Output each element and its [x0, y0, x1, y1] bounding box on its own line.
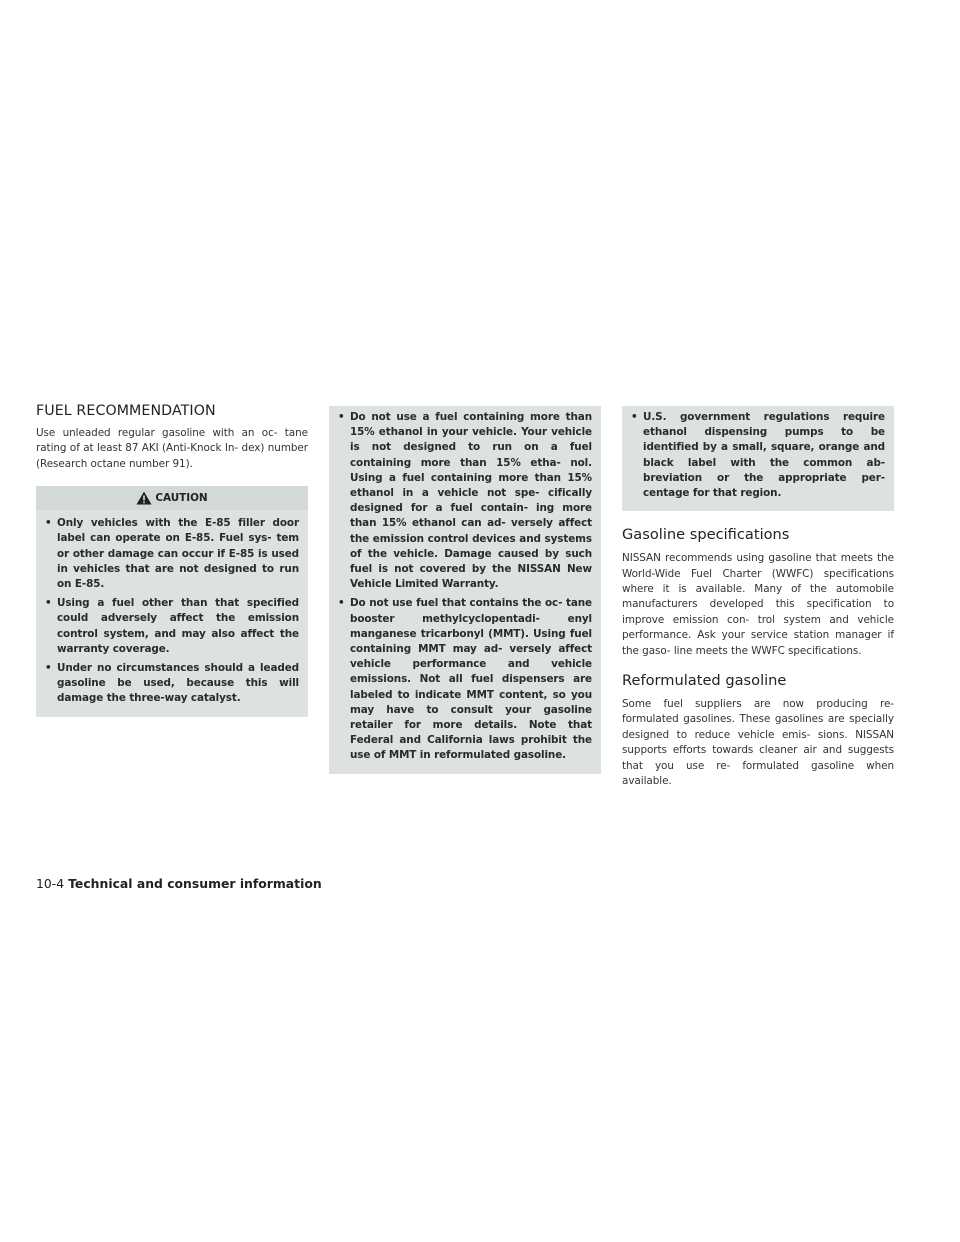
caution-box — [36, 486, 308, 716]
bullet: • — [631, 411, 638, 423]
caution-list — [631, 410, 885, 501]
chapter-title: Technical and consumer information — [68, 876, 322, 891]
bullet: • — [338, 411, 345, 423]
reformulated-gasoline-title: Reformulated gasoline — [622, 672, 787, 690]
gasoline-specifications-text: NISSAN recommends using gasoline that meets the World-Wide Fuel Charter (WWFC) specifications where it is available. Many of the automobile manufacturers developed this specification to improve emission con- trol system and vehicle performance. Ask your service station manager if the gaso- line meets the WWFC specifications. — [622, 552, 894, 657]
caution-header — [36, 486, 308, 510]
intro-text: Use unleaded regular gasoline with an oc- tane rating of at least 87 AKI (Anti-Knock In- dex) number (Research octane number 91). — [36, 427, 308, 470]
bullet: • — [45, 662, 52, 675]
list-item: • Do not use a fuel containing more than 15% ethanol in your vehicle. Your vehicle is not designed to run on a fuel containing more than 15% etha- nol. Using a fuel containing more than 15% ethanol in a vehicle not spe- cifically designed for a fuel contain- ing more than 15% ethanol can ad- versely affect the emission control devices and systems of the vehicle. Damage caused by such fuel is not covered by the NISSAN New Vehicle Limited Warranty. — [338, 411, 592, 591]
page-footer — [36, 876, 322, 891]
list-item: • Using a fuel other than that specified could adversely affect the emission control system, and may also affect the warranty coverage. — [45, 597, 299, 655]
list-item: • U.S. government regulations require ethanol dispensing pumps to be identified by a small, square, orange and black label with the common ab- breviation or the appropriate per- centage for that region. — [631, 411, 885, 500]
bullet: • — [45, 597, 52, 610]
bullet: • — [45, 517, 52, 530]
caution-list — [45, 516, 299, 706]
section-title: FUEL RECOMMENDATION — [36, 403, 216, 419]
gasoline-specifications-title: Gasoline specifications — [622, 526, 790, 544]
bullet: • — [338, 597, 345, 610]
warning-icon — [136, 491, 152, 505]
caution-list — [338, 410, 592, 764]
column-1 — [36, 402, 308, 717]
reformulated-gasoline-text: Some fuel suppliers are now producing re- formulated gasolines. These gasolines are specially designed to reduce vehicle emis- sions. NISSAN supports efforts towards cleaner air and suggests that you use re- formulated gasoline when available. — [622, 698, 894, 788]
caution-box-continued — [329, 406, 601, 774]
page-number: 10-4 — [36, 876, 65, 891]
caution-box-continued — [622, 406, 894, 511]
column-2 — [329, 406, 601, 774]
list-item: • Under no circumstances should a leaded gasoline be used, because this will damage the three-way catalyst. — [45, 662, 299, 705]
column-3 — [622, 406, 894, 790]
list-item: • Do not use fuel that contains the oc- tane booster methylcyclopentadi- enyl manganese tricarbonyl (MMT). Using fuel containing MMT may ad- versely affect vehicle performance and vehicle emissions. Not all fuel dispensers are labeled to indicate MMT content, so you may have to consult your gasoline retailer for more details. Note that Federal and California laws prohibit the use of MMT in reformulated gasoline. — [338, 597, 592, 762]
caution-label: CAUTION — [155, 492, 208, 505]
list-item: • Only vehicles with the E-85 filler door label can operate on E-85. Fuel sys- tem or other damage can occur if E-85 is used in vehicles that are not designed to run on E-85. — [45, 517, 299, 591]
